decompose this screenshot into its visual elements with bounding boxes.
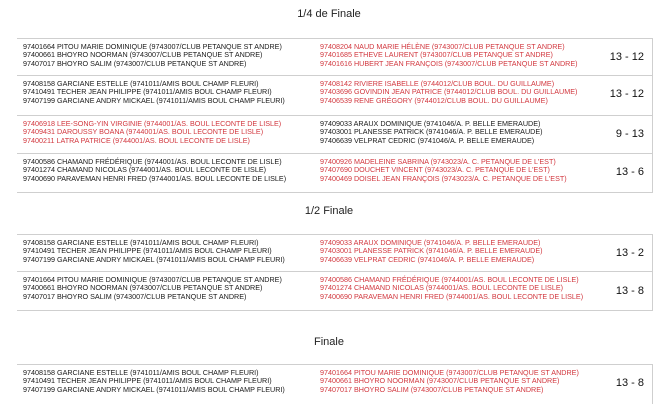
player-line: 97406539 RENE GRÉGORY (9744012/CLUB BOUL. DU GUILLAUME) [320,95,548,105]
stage-title-quarterfinal: 1/4 de Finale [297,8,361,20]
player-line: 97407199 GARCIANE ANDRY MICKAEL (9741011/AMIS BOUL CHAMP FLEURI) [23,95,285,105]
match-score: 9 - 13 [615,128,644,140]
match-final [17,364,653,404]
player-line: 97406918 LEE-SONG-YIN VIRGINIE (9744001/AS. BOUL LECONTE DE LISLE) [23,119,282,128]
player-line: 97408204 NAUD MARIE HÉLÈNE (9743007/CLUB PETANQUE ST ANDRE) [320,42,565,51]
player-line: 97400586 CHAMAND FRÉDÉRIQUE (9744001/AS. BOUL LECONTE DE LISLE) [23,157,282,166]
stage-title-semifinal: 1/2 Finale [304,205,354,217]
player-line: 97410491 TECHER JEAN PHILIPPE (9741011/AMIS BOUL CHAMP FLEURI) [23,246,272,256]
player-line: 97403696 GOVINDIN JEAN PATRICE (9744012/CLUB BOUL. DU GUILLAUME) [320,87,578,97]
player-line: 97401616 HUBERT JEAN FRANÇOIS (9743007/CLUB PETANQUE ST ANDRE) [320,58,578,68]
team-left [23,120,281,145]
player-line: 97407017 BHOYRO SALIM (9743007/CLUB PETANQUE ST ANDRE) [23,58,247,68]
player-line: 97401274 CHAMAND NICOLAS (9744001/AS. BOUL LECONTE DE LISLE) [23,165,267,175]
team-left [23,239,285,264]
player-line: 97409033 ARAUX DOMINIQUE (9741046/A. P. BELLE EMERAUDE) [320,238,541,247]
player-line: 97410491 TECHER JEAN PHILIPPE (9741011/AMIS BOUL CHAMP FLEURI) [23,376,272,386]
player-line: 97400661 BHOYRO NOORMAN (9743007/CLUB PETANQUE ST ANDRE) [23,283,263,293]
match-score: 13 - 6 [615,166,644,178]
player-line: 97400690 PARAVEMAN HENRI FRED (9744001/AS. BOUL LECONTE DE LISLE) [23,173,287,183]
team-left [23,80,285,105]
stage-title-final: Finale [314,336,344,348]
player-line: 97400211 LATRA PATRICE (9744001/AS. BOUL LECONTE DE LISLE) [23,135,250,145]
team-right [320,276,583,301]
player-line: 97406639 VELPRAT CEDRIC (9741046/A. P. BELLE EMERAUDE) [320,254,535,264]
match-qf-3 [17,115,653,153]
player-line: 97407017 BHOYRO SALIM (9743007/CLUB PETANQUE ST ANDRE) [320,384,544,394]
team-right [320,80,577,105]
player-line: 97403001 PLANESSE PATRICK (9741046/A. P. BELLE EMERAUDE) [320,127,543,137]
match-score: 13 - 8 [615,377,644,389]
match-qf-2 [17,75,653,115]
player-line: 97409431 DAROUSSY BOANA (9744001/AS. BOUL LECONTE DE LISLE) [23,127,264,137]
match-sf-2 [17,271,653,311]
player-line: 97410491 TECHER JEAN PHILIPPE (9741011/AMIS BOUL CHAMP FLEURI) [23,87,272,97]
player-line: 97401685 ETHEVE LAURENT (9743007/CLUB PETANQUE ST ANDRE) [320,50,553,60]
player-line: 97408158 GARCIANE ESTELLE (9741011/AMIS BOUL CHAMP FLEURI) [23,238,259,247]
match-score: 13 - 12 [609,88,644,100]
player-line: 97407199 GARCIANE ANDRY MICKAEL (9741011/AMIS BOUL CHAMP FLEURI) [23,254,285,264]
player-line: 97401274 CHAMAND NICOLAS (9744001/AS. BOUL LECONTE DE LISLE) [320,283,564,293]
team-right [320,120,543,145]
player-line: 97407017 BHOYRO SALIM (9743007/CLUB PETANQUE ST ANDRE) [23,291,247,301]
player-line: 97401664 PITOU MARIE DOMINIQUE (9743007/CLUB PETANQUE ST ANDRE) [23,42,282,51]
team-right [320,43,578,68]
player-line: 97409033 ARAUX DOMINIQUE (9741046/A. P. BELLE EMERAUDE) [320,119,541,128]
player-line: 97408142 RIVIERE ISABELLE (9744012/CLUB BOUL. DU GUILLAUME) [320,79,555,88]
player-line: 97407199 GARCIANE ANDRY MICKAEL (9741011/AMIS BOUL CHAMP FLEURI) [23,384,285,394]
player-line: 97408158 GARCIANE ESTELLE (9741011/AMIS BOUL CHAMP FLEURI) [23,368,259,377]
player-line: 97400926 MADELEINE SABRINA (9743023/A. C. PETANQUE DE L'EST) [320,157,556,166]
match-score: 13 - 8 [615,285,644,297]
team-left [23,276,282,301]
player-line: 97401664 PITOU MARIE DOMINIQUE (9743007/CLUB PETANQUE ST ANDRE) [320,368,579,377]
team-left [23,369,285,394]
match-score: 13 - 12 [609,51,644,63]
match-qf-1 [17,38,653,75]
team-left [23,43,282,68]
match-qf-4 [17,153,653,193]
team-right [320,239,543,264]
player-line: 97400661 BHOYRO NOORMAN (9743007/CLUB PETANQUE ST ANDRE) [23,50,263,60]
player-line: 97403001 PLANESSE PATRICK (9741046/A. P. BELLE EMERAUDE) [320,246,543,256]
match-score: 13 - 2 [615,247,644,259]
player-line: 97408158 GARCIANE ESTELLE (9741011/AMIS BOUL CHAMP FLEURI) [23,79,259,88]
team-right [320,158,567,183]
player-line: 97401664 PITOU MARIE DOMINIQUE (9743007/CLUB PETANQUE ST ANDRE) [23,275,282,284]
player-line: 97400469 DOISEL JEAN FRANÇOIS (9743023/A. C. PETANQUE DE L'EST) [320,173,567,183]
player-line: 97407690 DOUCHET VINCENT (9743023/A. C. PETANQUE DE L'EST) [320,165,550,175]
player-line: 97400661 BHOYRO NOORMAN (9743007/CLUB PETANQUE ST ANDRE) [320,376,560,386]
player-line: 97400586 CHAMAND FRÉDÉRIQUE (9744001/AS. BOUL LECONTE DE LISLE) [320,275,579,284]
player-line: 97400690 PARAVEMAN HENRI FRED (9744001/AS. BOUL LECONTE DE LISLE) [320,291,584,301]
team-left [23,158,286,183]
match-sf-1 [17,234,653,271]
team-right [320,369,579,394]
player-line: 97406639 VELPRAT CEDRIC (9741046/A. P. BELLE EMERAUDE) [320,135,535,145]
